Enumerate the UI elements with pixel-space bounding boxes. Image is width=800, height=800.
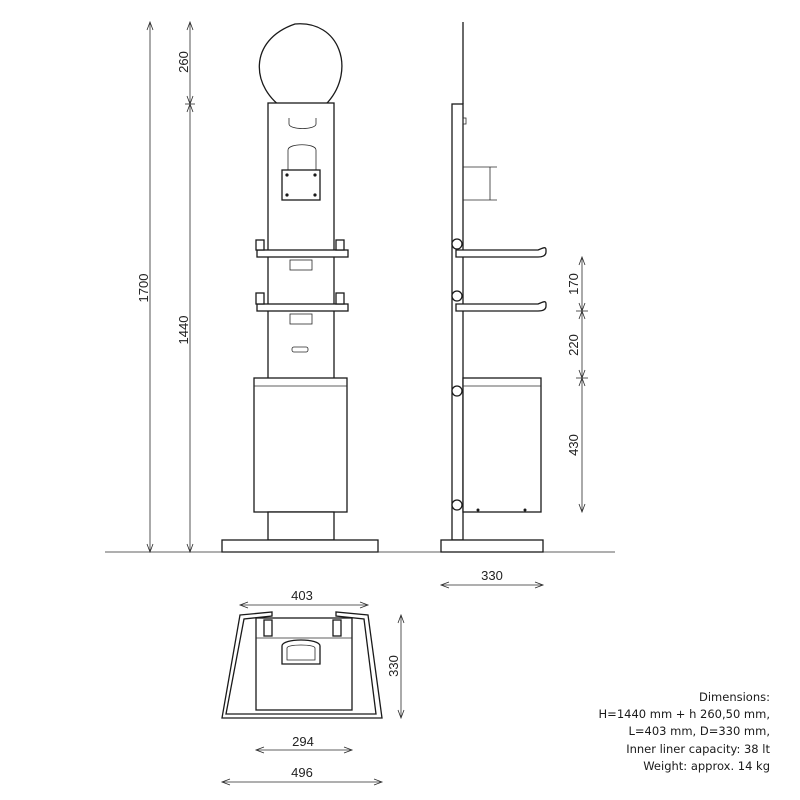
front-shelf-1: [257, 250, 348, 257]
spec-line-3: Inner liner capacity: 38 lt: [626, 741, 770, 756]
side-shelf-2: [456, 302, 546, 311]
side-knob-1: [452, 239, 462, 249]
side-shelf-1: [456, 248, 546, 257]
specifications-block: [599, 689, 770, 775]
spec-line-4: Weight: approx. 14 kg: [643, 758, 770, 773]
front-view: [222, 24, 378, 552]
spec-line-2: L=403 mm, D=330 mm,: [628, 724, 770, 739]
dim-430: 430: [566, 434, 581, 456]
side-knob-2: [452, 291, 462, 301]
side-base: [441, 540, 543, 552]
top-knob-left: [264, 620, 272, 636]
front-knob-2r: [336, 293, 344, 304]
top-view: [222, 612, 382, 718]
dim-330-side: 330: [481, 568, 503, 583]
dim-1440: 1440: [176, 315, 191, 345]
side-view: [441, 22, 546, 552]
front-shelf-2: [257, 304, 348, 311]
dim-403: 403: [291, 588, 313, 603]
dim-170: 170: [566, 273, 581, 295]
side-pole: [452, 104, 463, 540]
spec-heading: Dimensions:: [699, 690, 770, 704]
top-knob-right: [333, 620, 341, 636]
spec-line-1: H=1440 mm + h 260,50 mm,: [598, 707, 770, 722]
front-knob-1r: [336, 240, 344, 250]
side-knob-3: [452, 386, 462, 396]
front-lower-pole: [268, 512, 334, 540]
dim-294: 294: [292, 734, 314, 749]
front-knob-1l: [256, 240, 264, 250]
dim-220: 220: [566, 334, 581, 356]
dim-260: 260: [176, 51, 191, 73]
dim-330-top: 330: [386, 655, 401, 677]
dim-1700: 1700: [136, 273, 151, 303]
side-knob-4: [452, 500, 462, 510]
side-bin: [463, 378, 541, 512]
front-base: [222, 540, 378, 552]
dim-496: 496: [291, 765, 313, 780]
front-knob-2l: [256, 293, 264, 304]
front-bin: [254, 378, 347, 512]
front-dimension-lines: [147, 22, 195, 552]
